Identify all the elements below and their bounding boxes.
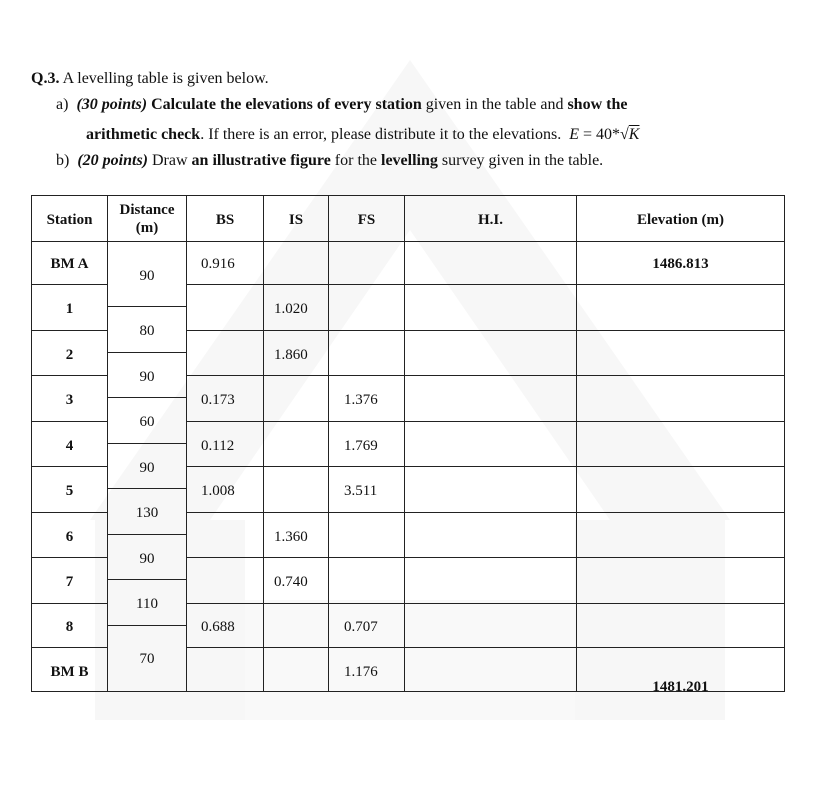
cell-station: 6 (65, 529, 74, 545)
cell-bs: 1.008 (201, 483, 235, 499)
part-b-line (56, 150, 603, 172)
part-b-bold-1: an illustrative figure (191, 152, 331, 169)
cell-station: 7 (65, 574, 74, 590)
header-hi: H.I. (477, 212, 503, 228)
header-fs: FS (357, 212, 376, 228)
cell-station: 2 (65, 347, 74, 363)
part-b-points: (20 points) (77, 152, 148, 169)
cell-station: 1 (65, 301, 74, 317)
part-a-text-1: given in the table and (425, 96, 564, 113)
part-a-text-2: . If there is an error, please distribute it to the elevations. (200, 126, 562, 143)
header-bs: BS (215, 212, 235, 228)
cell-fs: 3.511 (344, 483, 378, 499)
cell-distance: 90 (139, 460, 155, 476)
question-line-1 (31, 68, 269, 90)
cell-is: 1.360 (274, 529, 308, 545)
question-number: Q.3. (31, 70, 60, 87)
cell-bs: 0.112 (201, 438, 235, 454)
cell-distance: 90 (139, 369, 155, 385)
cell-distance: 130 (135, 505, 159, 521)
cell-station: BM A (50, 256, 89, 272)
cell-is: 1.860 (274, 347, 308, 363)
cell-distance: 80 (139, 323, 155, 339)
header-distance-line-2: (m) (135, 220, 159, 236)
question-intro: A levelling table is given below. (62, 70, 269, 87)
cell-distance: 60 (139, 414, 155, 430)
formula-lhs: E (569, 126, 579, 143)
part-b-text-1: Draw (152, 152, 188, 169)
header-distance-line-1: Distance (119, 202, 175, 218)
cell-bs: 0.688 (201, 619, 235, 635)
cell-station: 5 (65, 483, 74, 499)
header-is: IS (288, 212, 304, 228)
cell-elevation: 1486.813 (652, 256, 709, 272)
part-a-line-2 (86, 124, 639, 146)
part-a-label: a) (56, 96, 69, 113)
cell-fs: 1.769 (344, 438, 378, 454)
part-a-bold-1: Calculate the elevations of every station (151, 96, 422, 113)
formula-var: K (628, 126, 640, 143)
part-a-bold-3: arithmetic check (86, 126, 201, 143)
cell-bs: 0.173 (201, 392, 235, 408)
cell-distance: 90 (139, 551, 155, 567)
cell-station: BM B (50, 664, 89, 680)
part-b-text-3: survey given in the table. (441, 152, 604, 169)
cell-station: 3 (65, 392, 74, 408)
cell-fs: 1.176 (344, 664, 378, 680)
cell-distance: 70 (139, 651, 155, 667)
cell-is: 1.020 (274, 301, 308, 317)
header-station: Station (46, 212, 93, 228)
part-a-line-1 (56, 94, 627, 116)
cell-fs: 0.707 (344, 619, 378, 635)
header-elevation: Elevation (m) (636, 212, 725, 228)
cell-bs: 0.916 (201, 256, 235, 272)
cell-fs: 1.376 (344, 392, 378, 408)
part-b-bold-2: levelling (381, 152, 438, 169)
part-a-bold-2: show the (567, 96, 628, 113)
part-b-text-2: for the (334, 152, 377, 169)
formula-sqrt: √ (620, 126, 629, 143)
cell-is: 0.740 (274, 574, 308, 590)
cell-distance: 110 (136, 596, 158, 612)
cell-station: 4 (65, 438, 74, 454)
header-distance (107, 201, 187, 237)
part-b-label: b) (56, 152, 70, 169)
levelling-table (31, 195, 785, 695)
part-a-points: (30 points) (76, 96, 148, 113)
cell-elevation: 1481.201 (652, 679, 709, 695)
formula-mid: = 40* (582, 126, 621, 143)
cell-station: 8 (65, 619, 74, 635)
cell-distance: 90 (139, 268, 155, 284)
